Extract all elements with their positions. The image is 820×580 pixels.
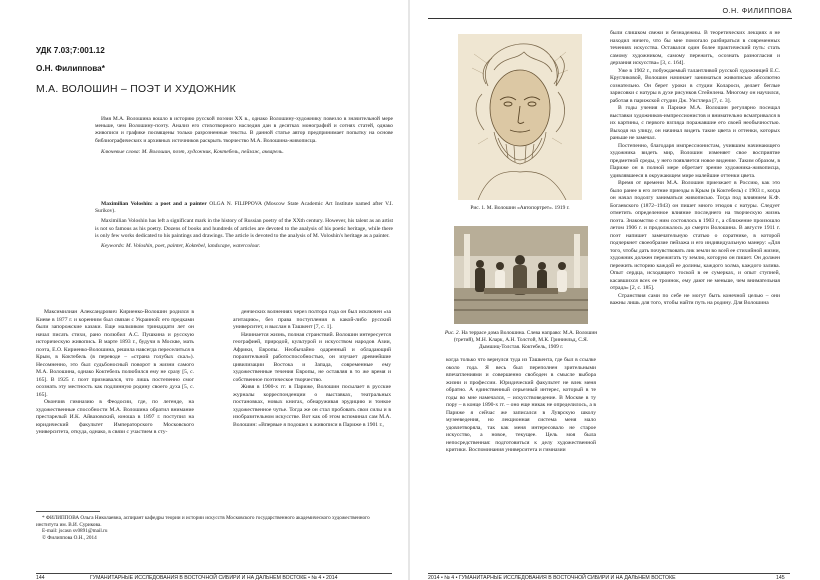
figure-1-caption: Рис. 1. М. Волошин «Автопортрет». 1919 г.	[470, 205, 570, 211]
figure-terrace-photo	[454, 226, 588, 324]
footnote-copyright: © Филиппова О.Н., 2014	[42, 534, 97, 541]
figure-2-text: На террасе дома Волошина. Слева направо: М.А. Волошин (третий), М.Н. Кларк, А.Н. Толстой, М.К. Грининльд, С.Я. Дымшиц-Толстая. Коктебель, 1909 г.	[453, 330, 598, 350]
paragraph: Окончив гимназию в Феодосии, где, по легенде, на художественные способности М.А. Волошина обратил внимание престарелый И.К. Айвазовский, юноша в 1897 г. поступил на юридический факультет Императорского Московского университета, откуда, однако, в связи с участием в сту-	[36, 399, 194, 435]
running-title-left: ГУМАНИТАРНЫЕ ИССЛЕДОВАНИЯ В ВОСТОЧНОЙ СИБИРИ И НА ДАЛЬНЕМ ВОСТОКЕ • № 4 • 2014	[90, 575, 338, 580]
running-title-right: 2014 • № 4 • ГУМАНИТАРНЫЕ ИССЛЕДОВАНИЯ В ВОСТОЧНОЙ СИБИРИ И НА ДАЛЬНЕМ ВОСТОКЕ	[428, 575, 676, 580]
self-portrait-drawing	[458, 34, 582, 200]
abstract-ru	[95, 116, 393, 156]
body-column-right	[610, 30, 780, 308]
udk-code: УДК 7.03;7:001.12	[36, 46, 105, 55]
footnote-author: * ФИЛИППОВА Ольга Николаевна, аспирант кафедры теории и истории искусств Московского государственного академического художественного института им. В.И. Сурикова.	[36, 515, 370, 528]
footnote	[36, 515, 392, 541]
abstract-ru-text: Имя М.А. Волошина вошло в историю русской поэзии XX в., однако Волошину-художнику повезло в значительной мере меньше, чем Волошину-поэту. Анализ его стихотворного наследия дан в десятках монографий и сотнях статей, однако живописи и графике посвящены только разрозненные тексты. В данной статье автор предпринимает попытку на основе библиографических и архивных источников раскрыть творчество М.А. Волошина-живописца.	[95, 116, 393, 144]
figure-2-caption	[444, 330, 598, 350]
right-page	[410, 0, 820, 580]
body-column-1	[36, 309, 194, 437]
paragraph: денческих волнениях через полтора года он был исключен «за агитацию», без права поступления в какой-либо русский университет, и выслан в Ташкент [7, с. 1].	[233, 309, 391, 330]
body-column-2	[233, 309, 391, 429]
page-number-right: 145	[776, 575, 785, 580]
terrace-photo	[454, 226, 588, 324]
paragraph: Постепенно, благодаря импрессионистам, учившим начинающего художника видеть мир, Волошин изменяет свое восприятие предметной среды, у него появляется новое видение. Таким образом, в Париже он в полной мере обретает зрение художника-живописца, удивлявшееся в окружающем мире малейшие оттенки цвета.	[610, 142, 780, 179]
figure-2-label: Рис. 2.	[444, 330, 460, 336]
paragraph: Уже в 1902 г., побуждаемый талантливой русской художницей Е.С. Кругликовой, Волошин начинает заниматься живописью абсолютно сознательно. Он берет уроки в студии Колароси, делает беглые зарисовки с натуры в духе рисунков Стейнлена. Многому он научился, работая в парижской студии Дж. Уистлера [7, с. 3].	[610, 67, 780, 104]
article-title: М.А. ВОЛОШИН – ПОЭТ И ХУДОЖНИК	[36, 84, 236, 95]
keywords-ru: Ключевые слова: М. Волошин, поэт, художник, Коктебель, пейзаж, акварель.	[101, 148, 284, 155]
keywords-en: Keywords: M. Voloshin, poet, painter, Koktebel, landscape, watercolour.	[101, 243, 261, 250]
paragraph: Живя в 1900-х гг. в Париже, Волошин посылает в русские журналы корреспонденции о выставках, театральных постановках, новых книгах, обнаруживая эрудицию и тонкое художественное чутье. Тогда же он стал пробовать свои силы и в изобразительном искусстве. Вот как об этом вспоминал сам М.А. Волошин: «Впервые я подошел к живописи в Париже в 1901 г.,	[233, 384, 391, 428]
paragraph: В годы учения в Париже М.А. Волошин регулярно посещал выставки художников-импрессионистов и внимательно всматривался в их картины, с первого взгляда поражавшие его своей необычностью. Выходя на улицу, он начинал видеть такие цвета и оттенки, которых раньше не замечал.	[610, 105, 780, 141]
body-column-mid	[446, 357, 596, 455]
paragraph: Время от времени М.А. Волошин приезжает в Россию, как это было ранее в его летние приезды в Крым (в Коктебель) с 1903 г., когда он начал подолгу заниматься живописью. Тогда под влиянием К.Ф. Богаевского (1872–1943) он пишет много этюдов с натуры. Следует отметить определенное влияние последнего на творческую жизнь поэта. Знакомство с ним состоялось в 1903 г., а сближение произошло летом 1906 г. и продолжалось до смерти Волошина. В августе 1911 г. поэт напишет замечательную статью о соратнике, в которой подчеркнет своеобразие пейзажа и его индивидуальную манеру: «Для того, чтобы дать почувствовать лик земли во всей ее стихийной жизни, художник должен пережигать ту землю, которую он пишет. Он должен пережить историю каждой ее долины, каждого холма, каждого залива. Опыт сердца, исходящего тоской в ее сумерках, и опыт ступней, касавшихся всех ее троинок, ему дают не меньше, чем внимательная отрада» [2, с. 185].	[610, 180, 780, 291]
abstract-en	[95, 201, 393, 250]
paragraph: Странствия сами по себе не могут быть конечной целью – они важны лишь для того, чтобы найти путь на родину. Для Волошина	[610, 292, 780, 306]
paragraph: были слишком свежи и безнадежны. В теоретических лекциях я не находил ничего, что бы мне помогало разбираться в современных течениях искусства. Оставался один более практический путь: стать самому художником, самому пережить, осознать разногласия и дерзания искусства» [3, с. 164].	[610, 30, 780, 66]
header-rule	[428, 18, 792, 19]
paragraph: Начинается жизнь, полная странствий. Волошин интересуется географией, природой, культурой и искусством народов Азии, Африки, Европы. Необычайно одаренный и обладающий поразительной работоспособностью, он изучает древнейшие цивилизации Востока и Запада, современные ему художественные течения Европы, не оставляя в то же время и собственное поэтическое творчество.	[233, 331, 391, 383]
paragraph: Максимилиан Александрович Кириенко-Волошин родился в Киеве в 1877 г. и коренним был связан с Украиной: его предками были запорожские казаки. Еще мальчиком тринадцати лет он начал писать стихи, рано полюбил А.С. Пушкина и русскую историческую живопись. В марте 1893 г., будучи в Москве, мать поэта, Е.О. Кириенко-Волошина, решила навсегда переселиться в Крым, в Коктебель (в переводе – «страна голубых скал»). Несомненно, это был судьбоносный поворот в жизни самого М.А. Волошина, однако Коктебель полюбился ему не сразу [5, с. 165]. В 1925 г. поэт признавался, что лишь постепенно смог осознать эту местность как подлинную родину своего духа [5, с. 165].	[36, 309, 194, 398]
footer-rule	[428, 573, 790, 574]
abstract-en-text: Maximilian Voloshin has left a significant mark in the history of Russian poetry of the XXth century. However, his talent as an artist is not so famous as his poetry. Dozens of books and hundreds of articles are devoted to the analysis of his poetic heritage, while there is only few works dedicated to his paintings and drawings. The article is devoted to the analysis of M. Voloshin's heritage as a painter.	[95, 218, 393, 239]
author-name: О.Н. Филиппова*	[36, 64, 105, 73]
footnote-email: E-mail: jscasn sv0891@mail.ru	[42, 528, 108, 535]
footer-rule	[36, 573, 392, 574]
footnote-rule	[36, 511, 100, 512]
paragraph: когда только что вернулся туда из Ташкента, где был в ссылке около года. Я весь был переполнен зрительными впечатлениями и совершенно свободен в смысле выбора жизни и профессии. Юридический факультет не влек меня обратно. А единственный серьезный интерес, который в те годы во мне намечался, – искусствоведение. В Москве в ту пору – в конце 1890-х гг. – оно еще никак не определилось, а в Париже я сейчас же записался в Луврскую школу музееведения, но лекционная система меня мало удовлетворяла, так как меня интересовало не старое искусство, а новое, текущее. Цель моя была непосредственная: подготовиться к делу художественной критики. Воспоминания университета и гимназии	[446, 357, 596, 453]
figure-self-portrait	[458, 34, 582, 200]
title-en: Maximilian Voloshin: a poet and a painter	[101, 201, 207, 207]
author-en: OLGA N. FILIPPOVA (Moscow State Academic Art Institute named after V.I. Surikov).	[95, 201, 393, 215]
running-header: О.Н. ФИЛИППОВА	[722, 6, 792, 15]
page-number-left: 144	[36, 575, 45, 580]
